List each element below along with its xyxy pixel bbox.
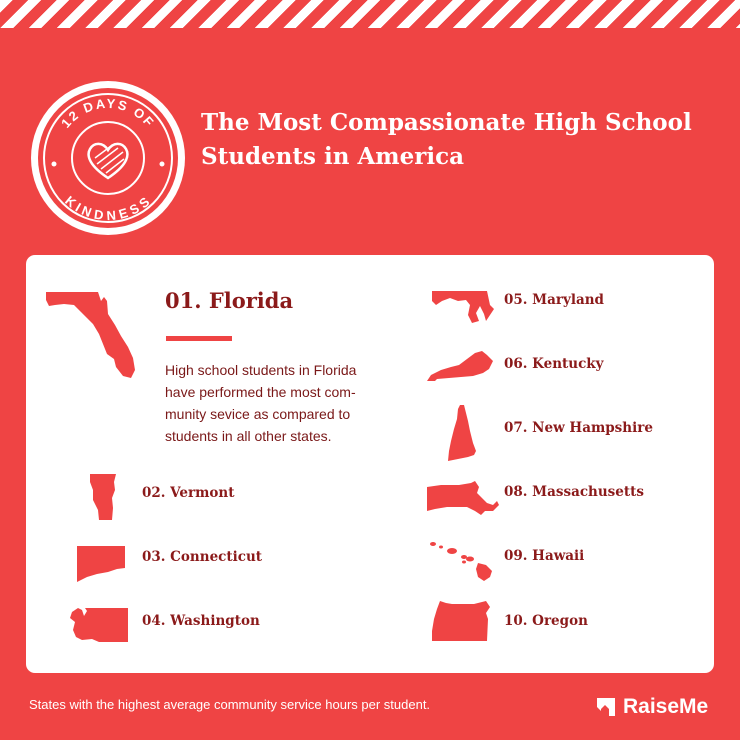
striped-border <box>0 0 740 28</box>
connecticut-map-icon <box>75 546 125 582</box>
rank-label-hawaii: 09. Hawaii <box>504 548 585 564</box>
rank-label-kentucky: 06. Kentucky <box>504 356 604 372</box>
featured-description: High school students in Florida have performed the most com-munity sevice as compared to students in all other states. <box>165 362 357 444</box>
massachusetts-map-icon <box>427 481 499 515</box>
rank-label-new-hampshire: 07. New Hampshire <box>504 420 653 436</box>
badge-text-bottom: KINDNESS <box>62 192 154 223</box>
rank-label-maryland: 05. Maryland <box>504 292 604 308</box>
twelve-days-of-kindness-badge <box>28 78 188 238</box>
badge-text-top: 12 DAYS OF <box>58 95 158 131</box>
brand-name: RaiseMe <box>623 695 709 718</box>
florida-map-icon <box>46 292 142 378</box>
maryland-map-icon <box>432 291 494 323</box>
rank-label-massachusetts: 08. Massachusetts <box>504 484 644 500</box>
vermont-map-icon <box>90 474 118 520</box>
rank-label-connecticut: 03. Connecticut <box>142 549 263 565</box>
rank-label-vermont: 02. Vermont <box>142 485 235 501</box>
kentucky-map-icon <box>427 351 493 381</box>
page-title: The Most Compassionate High School Students in America <box>201 109 692 170</box>
footer-caption: States with the highest average community service hours per student. <box>29 697 431 712</box>
oregon-map-icon <box>432 601 492 641</box>
rank-label-oregon: 10. Oregon <box>504 613 588 629</box>
featured-state-label: 01. Florida <box>165 288 294 313</box>
hawaii-map-icon <box>430 541 494 581</box>
washington-map-icon <box>70 608 128 642</box>
rank-label-washington: 04. Washington <box>142 613 260 629</box>
new-hampshire-map-icon <box>448 405 476 461</box>
raiseme-brand <box>595 693 708 721</box>
raiseme-logo-icon <box>595 696 617 718</box>
featured-divider <box>166 336 232 341</box>
